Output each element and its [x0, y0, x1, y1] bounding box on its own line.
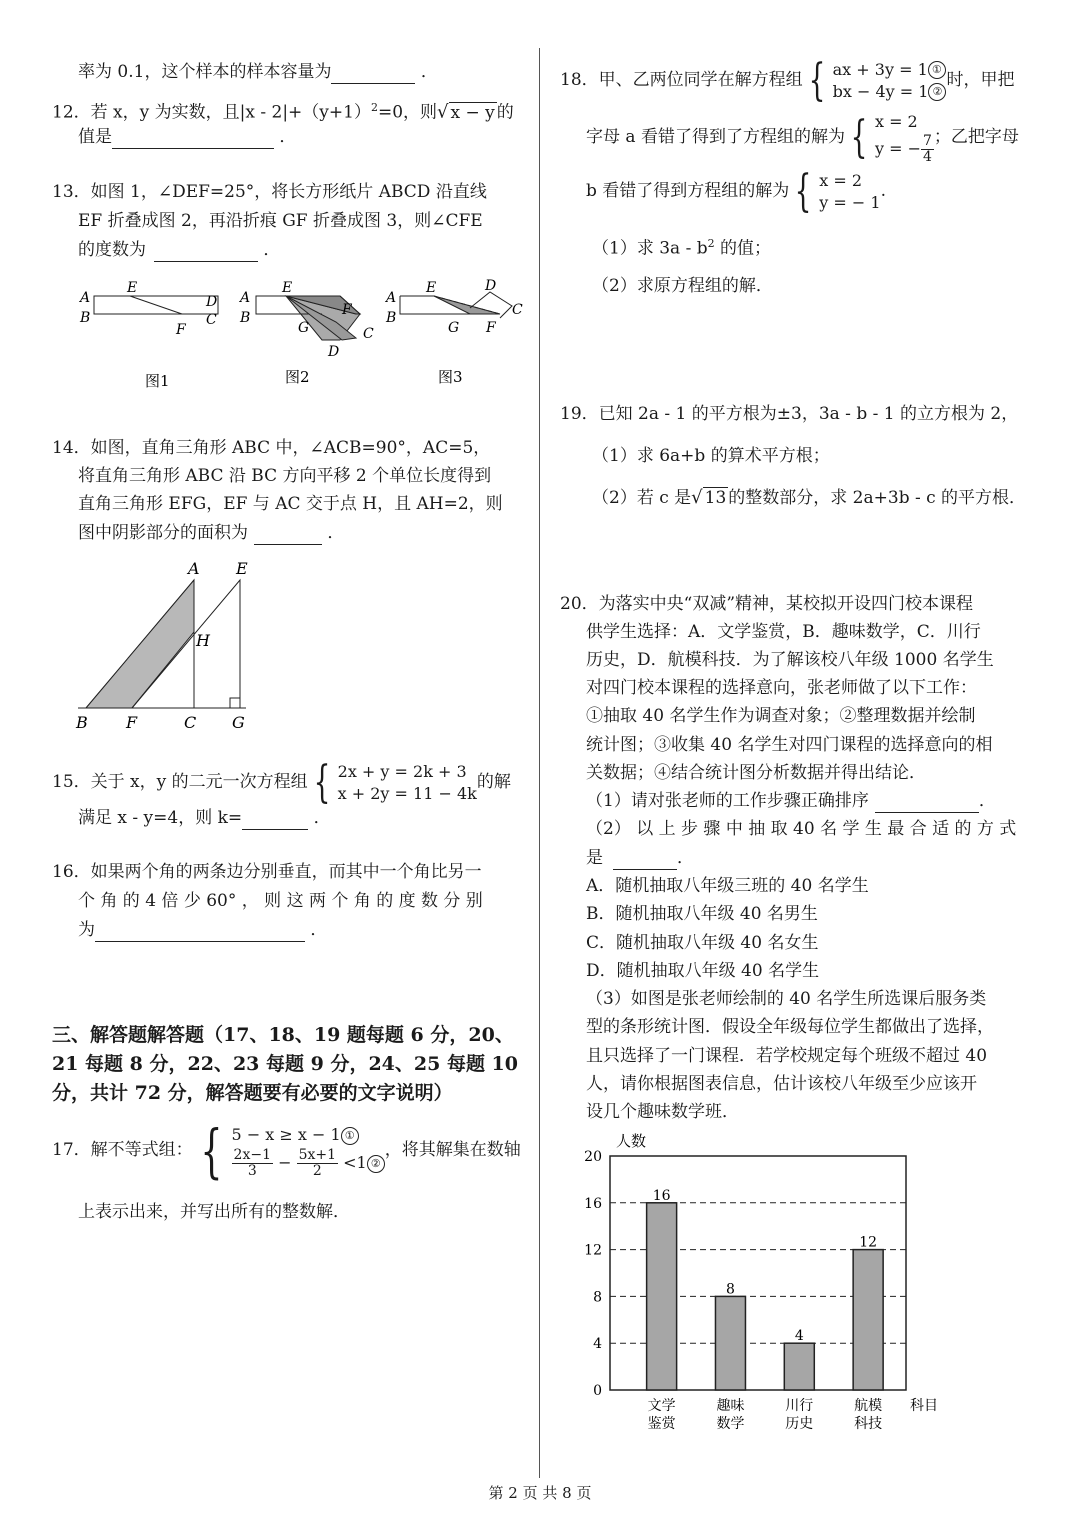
y-tick-label: 12: [584, 1242, 602, 1259]
figure-2: [238, 280, 374, 386]
x-tick-label: 鉴赏: [647, 1416, 676, 1432]
label-H: H: [196, 631, 210, 650]
q20-line: 关数据；④结合统计图分析数据并得出结论．: [586, 763, 926, 783]
figure-1: [78, 280, 218, 390]
q14-line4: 图中阴影部分的面积为 ．: [78, 523, 345, 543]
bar: [853, 1250, 883, 1390]
y-tick-label: 4: [593, 1336, 602, 1353]
q11-line: 率为 0.1，这个样本的样本容量为 ．: [78, 62, 438, 82]
q13-line1: 13．如图 1，∠DEF=25°，将长方形纸片 ABCD 沿直线: [52, 182, 487, 202]
data-label: 12: [859, 1234, 878, 1251]
answer-blank[interactable]: [112, 130, 274, 149]
label-B: B: [80, 310, 91, 326]
section-3-title-l2: 21 每题 8 分，22、23 每题 9 分，24、25 每题 10: [52, 1053, 519, 1075]
label-G: G: [232, 713, 245, 732]
q17-line2: 上表示出来，并写出所有的整数解．: [78, 1202, 350, 1222]
x-tick-label: 科技: [854, 1416, 883, 1432]
bar: [784, 1343, 814, 1390]
answer-blank[interactable]: [875, 794, 979, 813]
q20-part3: 人，请你根据图表信息，估计该校八年级至少应该开: [586, 1074, 977, 1094]
label-D: D: [485, 278, 497, 294]
fig3-caption: 图3: [438, 368, 463, 386]
q14-line3: 直角三角形 EFG，EF 与 AC 交于点 H，且 AH=2，则: [78, 494, 503, 514]
label-C: C: [184, 713, 197, 732]
x-axis-label: 科目: [910, 1398, 938, 1414]
x-tick-label: 文学: [647, 1398, 676, 1414]
q18-part2: （2）求原方程组的解．: [592, 276, 773, 296]
q20-part2b: 是 ．: [586, 848, 694, 868]
q18-line2: 字母 a 看错了得到了方程组的解为 { x = 2 y = − $\frac{7}{4}$ ；乙把字母: [586, 111, 1019, 165]
q20-line: 历史，D．航模科技．为了解该校八年级 1000 名学生: [586, 650, 994, 670]
fig2-caption: 图2: [285, 368, 310, 386]
q18-line3: b 看错了得到方程组的解为 { x = 2 y = − 1 .: [586, 165, 886, 217]
q14-line2: 将直角三角形 ABC 沿 BC 方向平移 2 个单位长度得到: [78, 466, 492, 486]
q20-line: 对四门校本课程的选择意向，张老师做了以下工作：: [586, 678, 977, 698]
answer-blank[interactable]: [613, 851, 677, 870]
fig1-caption: 图1: [145, 372, 170, 390]
label-C: C: [363, 326, 374, 342]
y-tick-label: 16: [584, 1195, 602, 1212]
data-label: 8: [726, 1281, 735, 1298]
label-C: C: [512, 302, 523, 318]
label-F: F: [176, 322, 186, 338]
bar-chart: [580, 1128, 940, 1438]
column-divider: [539, 48, 540, 1478]
label-F: F: [486, 320, 496, 336]
q20-line: 统计图；③收集 40 名学生对四门课程的选择意向的相: [586, 735, 993, 755]
label-C: C: [206, 312, 217, 328]
label-B: B: [240, 310, 251, 326]
q20-part3: （3）如图是张老师绘制的 40 名学生所选课后服务类: [586, 989, 987, 1009]
y-tick-label: 20: [584, 1149, 602, 1165]
q13-figures: [60, 278, 540, 394]
q20-part1: （1）请对张老师的工作步骤正确排序 ．: [586, 791, 996, 811]
answer-blank[interactable]: [331, 65, 415, 84]
x-tick-label: 航模: [854, 1398, 883, 1414]
page-footer: 第 2 页 共 8 页: [488, 1484, 592, 1502]
x-tick-label: 趣味: [716, 1398, 745, 1414]
label-E: E: [426, 280, 437, 296]
label-A: A: [188, 559, 200, 578]
q20-line: 20．为落实中央“双减”精神，某校拟开设四门校本课程: [560, 594, 974, 614]
q12-line2: 值是 ．: [78, 127, 297, 147]
q16-line3: 为 ．: [78, 920, 328, 940]
x-tick-label: 数学: [716, 1416, 745, 1432]
q20-line: 供学生选择：A．文学鉴赏，B．趣味数学，C．川行: [586, 622, 981, 642]
q20-option-a: A．随机抽取八年级三班的 40 名学生: [586, 876, 869, 896]
label-A: A: [80, 290, 91, 306]
label-E: E: [282, 280, 293, 296]
label-A: A: [240, 290, 251, 306]
q13-line3: 的度数为 ．: [78, 240, 281, 260]
label-F: F: [342, 302, 352, 318]
q14-line1: 14．如图，直角三角形 ABC 中，∠ACB=90°，AC=5，: [52, 438, 491, 458]
y-axis-label: 人数: [616, 1132, 647, 1150]
q12-line1: 12．若 x，y 为实数，且$|x - 2|+(y+1)^2=0$，则√ x − y 的: [52, 101, 514, 123]
q19-part1: （1）求 6a+b 的算术平方根；: [592, 446, 830, 466]
q16-line1: 16．如果两个角的两条边分别垂直，而其中一个角比另一: [52, 862, 482, 882]
x-tick-label: 历史: [785, 1416, 814, 1432]
label-E: E: [127, 280, 138, 296]
q17-line1: 17．解不等式组： { 5 − x ≥ x − 1 ① $\frac{2x-1}{3}$ − $\frac{5x+1}{2}$ <1 ② ，将其解集在数轴: [52, 1116, 521, 1185]
q19-part2: （2）若 c 是√ 13 的整数部分，求 2a+3b - c 的平方根．: [592, 487, 1027, 508]
y-tick-label: 0: [593, 1383, 602, 1399]
answer-blank[interactable]: [254, 526, 322, 545]
label-B: B: [386, 310, 397, 326]
q20-option-c: C．随机抽取八年级 40 名女生: [586, 933, 819, 953]
label-A: A: [386, 290, 397, 306]
sqrt-expression: x − y: [450, 102, 495, 123]
label-F: F: [126, 713, 138, 732]
q15-line1: 15．关于 x，y 的二元一次方程组 { 2x + y = 2k + 3 x + 2y = 11 − 4k 的解: [52, 756, 511, 808]
label-G: G: [448, 320, 460, 336]
x-tick-label: 川行: [785, 1398, 814, 1414]
y-tick-label: 8: [593, 1289, 602, 1306]
figure-3: [384, 278, 523, 386]
inequality-system: { 5 − x ≥ x − 1 ① $\frac{2x-1}{3}$ − $\frac{5x+1}{2}$ <1 ②: [193, 1122, 385, 1179]
section-3-title-l3: 分，共计 72 分，解答题要有必要的文字说明）: [52, 1082, 453, 1104]
label-E: E: [236, 559, 248, 578]
q18-part1: （1）求 $3a - b^2$ 的值；: [592, 237, 772, 259]
q16-line2: 个 角 的 4 倍 少 60° ， 则 这 两 个 角 的 度 数 分 别: [78, 891, 483, 911]
q19-line1: 19．已知 2a - 1 的平方根为±3，3a - b - 1 的立方根为 2，: [560, 404, 1019, 424]
q20-line: ①抽取 40 名学生作为调查对象；②整理数据并绘制: [586, 706, 976, 726]
data-label: 16: [652, 1187, 671, 1204]
data-label: 4: [794, 1328, 804, 1345]
sqrt-13: 13: [704, 488, 727, 508]
q20-part3: 型的条形统计图．假设全年级每位学生都做出了选择，: [586, 1017, 994, 1037]
q20-part3: 且只选择了一门课程．若学校规定每个班级不超过 40: [586, 1046, 988, 1066]
bar: [647, 1203, 677, 1390]
label-D: D: [328, 344, 340, 360]
label-G: G: [298, 320, 310, 336]
answer-blank[interactable]: [154, 243, 258, 262]
bar: [715, 1296, 745, 1390]
q20-part3: 设几个趣味数学班．: [586, 1102, 739, 1122]
section-3-title: 三、解答题解答题（17、18、19 题每题 6 分，20、: [52, 1024, 514, 1046]
label-B: B: [76, 713, 88, 732]
q20-option-d: D．随机抽取八年级 40 名学生: [586, 961, 820, 981]
q15-line2: 满足 x - y=4，则 k= ．: [78, 808, 331, 828]
q20-option-b: B．随机抽取八年级 40 名男生: [586, 904, 818, 924]
q13-line2: EF 折叠成图 2，再沿折痕 GF 折叠成图 3，则∠CFE: [78, 211, 483, 231]
answer-blank[interactable]: [242, 811, 308, 830]
q14-figure: [70, 556, 270, 740]
q20-part2: （2） 以 上 步 骤 中 抽 取 40 名 学 生 最 合 适 的 方 式: [586, 819, 1017, 839]
q18-line1: 18．甲、乙两位同学在解方程组 { ax + 3y = 1 ① bx − 4y = 1 ② 时，甲把: [560, 54, 1015, 106]
answer-blank[interactable]: [95, 923, 305, 942]
label-D: D: [206, 294, 218, 310]
equation-system: { 2x + y = 2k + 3 x + 2y = 11 − 4k: [313, 756, 477, 808]
